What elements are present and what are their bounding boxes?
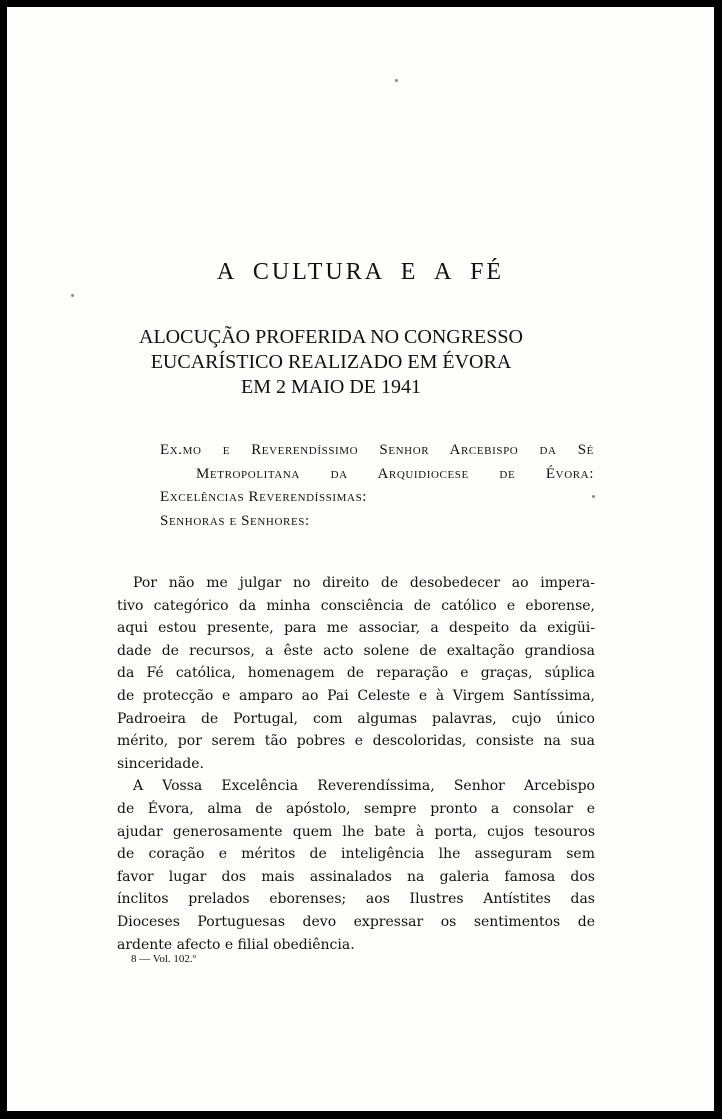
paragraph-line: ardente afecto e filial obediência.	[117, 936, 355, 953]
paragraph-line: Dioceses Portuguesas devo expressar os sentimentos de	[117, 913, 595, 930]
subtitle-line: ALOCUÇÃO PROFERIDA NO CONGRESSO	[139, 326, 523, 348]
paragraph-line: aqui estou presente, para me associar, a despeito da exigüi-	[117, 620, 595, 637]
paragraph-line: Padroeira de Portugal, com algumas palavras, cujo único	[117, 710, 595, 727]
paragraph-line: Por não me julgar no direito de desobedecer ao impera-	[133, 575, 595, 591]
paragraph-line: de Évora, alma de apóstolo, sempre pronto a consolar e	[117, 800, 595, 817]
document-page	[7, 7, 714, 1111]
paragraph-line: mérito, por serem tão pobres e descoloridas, consiste na sua	[117, 733, 595, 750]
paragraph-line: de protecção e amparo ao Pai Celeste e à Virgem Santíssima,	[117, 687, 595, 704]
paragraph-line: favor lugar dos mais assinalados na galeria famosa dos	[117, 868, 595, 885]
paragraph-line: A Vossa Excelência Reverendíssima, Senhor Arcebispo	[133, 778, 595, 795]
paragraph-line: de coração e méritos de inteligência lhe asseguram sem	[117, 846, 595, 863]
subtitle	[7, 325, 655, 400]
paragraph-line: da Fé católica, homenagem de reparação e graças, súplica	[117, 665, 595, 682]
salutation-line: Ex.mo e Reverendíssimo Senhor Arcebispo da Sé	[160, 442, 594, 458]
salutation-line: Excelências Reverendíssimas:	[160, 489, 368, 505]
paragraph-line: sinceridade.	[117, 755, 204, 772]
salutation	[160, 439, 594, 533]
body-text	[117, 572, 595, 956]
print-speck	[395, 79, 398, 82]
paragraph-line: dade de recursos, a êste acto solene de exaltação grandiosa	[117, 642, 595, 659]
paragraph-line: ajudar generosamente quem lhe bate à porta, cujos tesouros	[117, 823, 595, 840]
paragraph-line: tivo categórico da minha consciência de católico e eborense,	[117, 597, 595, 614]
print-speck	[71, 294, 74, 297]
page-title: A CULTURA E A FÉ	[216, 259, 505, 285]
subtitle-line: EUCARÍSTICO REALIZADO EM ÉVORA	[150, 351, 512, 373]
salutation-line: Senhoras e Senhores:	[160, 512, 310, 529]
salutation-line: Metropolitana da Arquidiocese de Évora:	[196, 465, 594, 482]
paragraph-line: ínclitos prelados eborenses; aos Ilustres Antístites das	[117, 891, 595, 908]
subtitle-line: EM 2 MAIO DE 1941	[241, 376, 421, 398]
page-footer: 8 — Vol. 102.º	[131, 953, 197, 965]
